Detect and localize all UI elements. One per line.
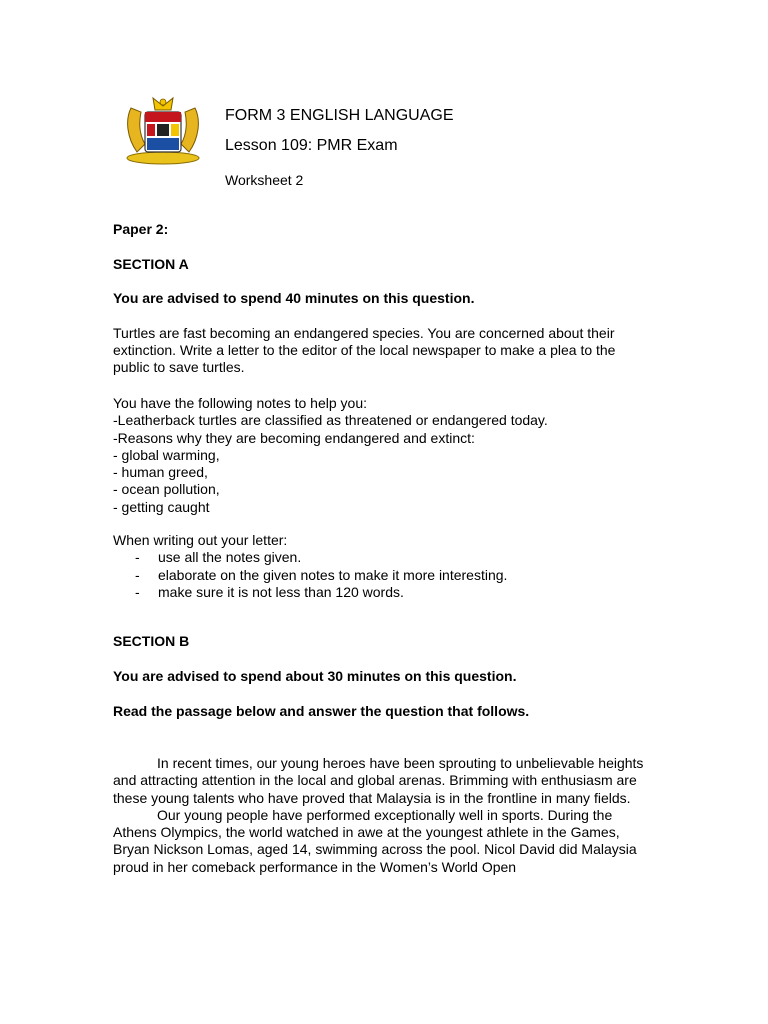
section-a-heading: SECTION A: [113, 256, 189, 272]
notes-line: -Reasons why they are becoming endangered and extinct:: [113, 429, 475, 446]
passage-paragraph: Our young people have performed exceptionally well in sports. During the Athens Olympics, the world watched in awe at the youngest athlete in the Games, Bryan Nickson Lomas, aged 14, swimming across the pool. Nicol David did Malaysia proud in her comeback performance in the Women’s World Open: [113, 806, 637, 875]
instruction-item: - elaborate on the given notes to make it more interesting.: [135, 566, 508, 583]
passage-paragraph: In recent times, our young heroes have been sprouting to unbelievable heights and attracting attention in the local and global arenas. Brimming with enthusiasm are these young talents who have proved that Malaysia is in the frontline in many fields.: [113, 755, 644, 806]
worksheet-title: FORM 3 ENGLISH LANGUAGE: [225, 107, 454, 124]
notes-line: - human greed,: [113, 464, 208, 481]
reading-passage: [113, 755, 653, 876]
section-b-heading: SECTION B: [113, 633, 190, 649]
lesson-title: Lesson 109: PMR Exam: [225, 137, 398, 154]
paper-label: Paper 2:: [113, 221, 169, 237]
section-b-instruction: Read the passage below and answer the question that follows.: [113, 703, 530, 719]
notes-line: You have the following notes to help you:: [113, 395, 368, 411]
dash-bullet: -: [135, 583, 140, 600]
notes-line: - global warming,: [113, 446, 220, 463]
worksheet-label: Worksheet 2: [225, 172, 304, 188]
notes-list: [113, 395, 548, 516]
section-a-advice: You are advised to spend 40 minutes on this question.: [113, 290, 475, 306]
dash-bullet: -: [135, 549, 140, 566]
coat-of-arms-emblem: [121, 94, 205, 168]
section-a-prompt-line: extinction. Write a letter to the editor of the local newspaper to make a plea to the: [113, 342, 616, 358]
notes-line: -Leatherback turtles are classified as threatened or endangered today.: [113, 412, 548, 429]
instruction-item: - use all the notes given.: [135, 549, 302, 566]
letter-instructions: [113, 532, 508, 601]
notes-line: - ocean pollution,: [113, 481, 220, 498]
notes-line: - getting caught: [113, 498, 210, 515]
section-a-prompt-line: Turtles are fast becoming an endangered species. You are concerned about their: [113, 325, 615, 341]
section-b-advice: You are advised to spend about 30 minutes on this question.: [113, 668, 517, 684]
instructions-intro: When writing out your letter:: [113, 532, 288, 548]
instruction-item: - make sure it is not less than 120 words.: [135, 583, 404, 600]
dash-bullet: -: [135, 566, 140, 583]
section-a-prompt-line: public to save turtles.: [113, 359, 245, 375]
